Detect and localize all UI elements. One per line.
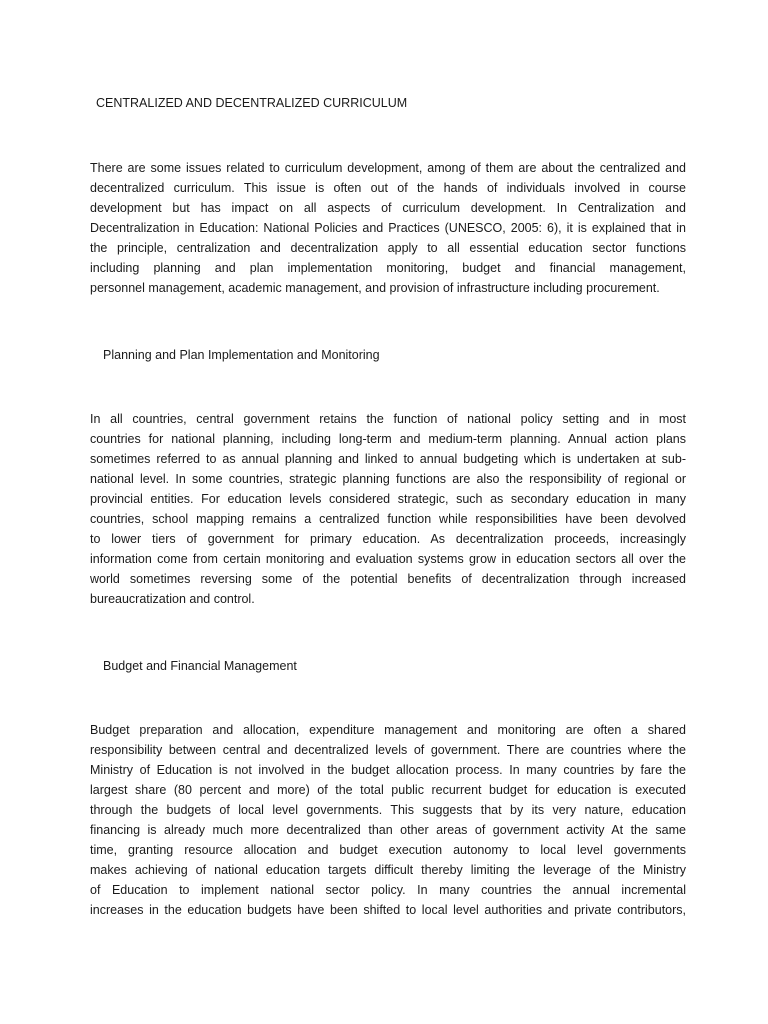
paragraph-line: decentralized curriculum. This issue is often out of the hands of individuals involved in course [90, 181, 686, 195]
paragraph-line: makes achieving of national education targets difficult thereby limiting the leverage of the Ministry [90, 863, 686, 877]
paragraph-intro [90, 158, 686, 298]
paragraph-line: responsibility between central and decentralized levels of government. There are countries where the [90, 743, 686, 757]
paragraph-line: sometimes referred to as annual planning and linked to annual budgeting which is undertaken at sub- [90, 452, 686, 466]
paragraph-line: national level. In some countries, strategic planning functions are also the responsibility of regional or [90, 472, 686, 486]
paragraph-line: provincial entities. For education levels considered strategic, such as secondary education in many [90, 492, 686, 506]
paragraph-line: the principle, centralization and decentralization apply to all essential education sector functions [90, 241, 686, 255]
paragraph-line: financing is already much more decentralized than other areas of government activity At the same [90, 823, 686, 837]
section-heading-budget: Budget and Financial Management [103, 659, 297, 673]
paragraph-line: personnel management, academic management, and provision of infrastructure including procurement. [90, 281, 660, 295]
paragraph-line: including planning and plan implementation monitoring, budget and financial management, [90, 261, 686, 275]
paragraph-line: countries for national planning, including long-term and medium-term planning. Annual action plans [90, 432, 686, 446]
paragraph-line: of Education to implement national sector policy. In many countries the annual incremental [90, 883, 686, 897]
paragraph-line: Budget preparation and allocation, expenditure management and monitoring are often a shared [90, 723, 686, 737]
paragraph-line: There are some issues related to curriculum development, among of them are about the centralized and [90, 161, 686, 175]
paragraph-line: increases in the education budgets have been shifted to local level authorities and private contributors, [90, 903, 686, 917]
paragraph-budget [90, 720, 686, 920]
paragraph-line: Decentralization in Education: National Policies and Practices (UNESCO, 2005: 6), it is explained that in [90, 221, 686, 235]
paragraph-line: Ministry of Education is not involved in the budget allocation process. In many countries by fare the [90, 763, 686, 777]
paragraph-line: to lower tiers of government for primary education. As decentralization proceeds, increasingly [90, 532, 686, 546]
paragraph-line: In all countries, central government retains the function of national policy setting and in most [90, 412, 686, 426]
paragraph-line: bureaucratization and control. [90, 592, 255, 606]
document-title: CENTRALIZED AND DECENTRALIZED CURRICULUM [96, 96, 408, 110]
paragraph-planning [90, 409, 686, 609]
paragraph-line: development but has impact on all aspects of curriculum development. In Centralization and [90, 201, 686, 215]
paragraph-line: countries, school mapping remains a centralized function while responsibilities have been devolved [90, 512, 686, 526]
section-heading-planning: Planning and Plan Implementation and Monitoring [103, 348, 380, 362]
paragraph-line: world sometimes reversing some of the potential benefits of decentralization through increased [90, 572, 686, 586]
paragraph-line: through the budgets of local level governments. This suggests that by its very nature, education [90, 803, 686, 817]
paragraph-line: information come from certain monitoring and evaluation systems grow in education sectors all over the [90, 552, 686, 566]
paragraph-line: largest share (80 percent and more) of the total public recurrent budget for education is executed [90, 783, 686, 797]
paragraph-line: time, granting resource allocation and budget execution autonomy to local level governments [90, 843, 686, 857]
